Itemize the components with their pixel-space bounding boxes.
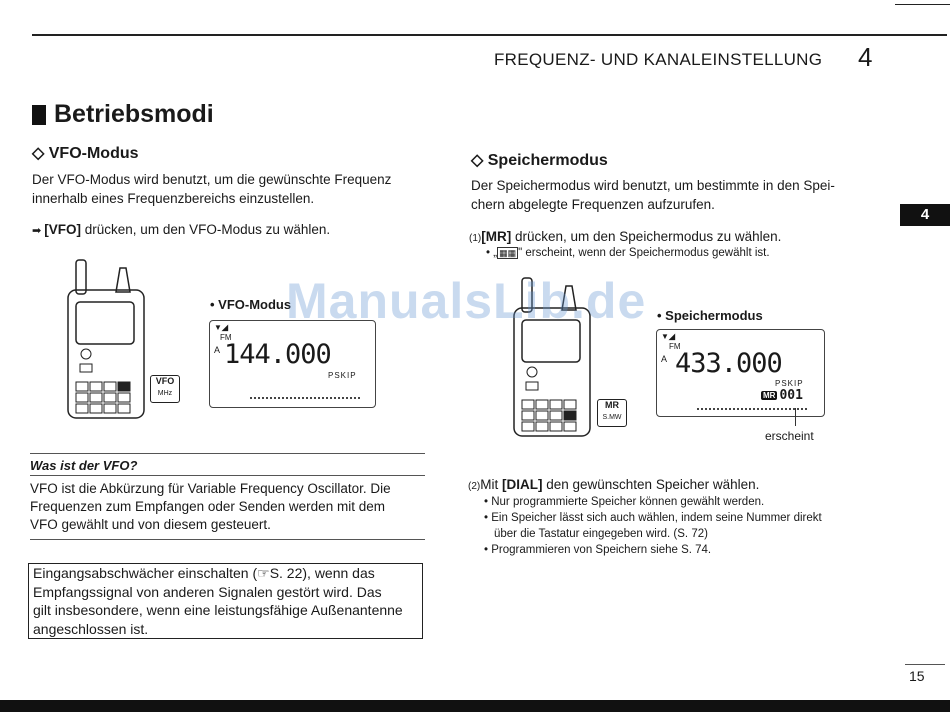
diamond-icon: ◇ <box>471 152 488 169</box>
vfo-note-text: VFO ist die Abkürzung für Variable Frequency Oscillator. Die Frequenzen zum Empfangen oder Senden werden mit dem VFO gewählt und von diesem gesteuert. <box>30 481 391 532</box>
section-header: FREQUENZ- UND KANALEINSTELLUNG <box>494 50 823 69</box>
footer-bar <box>0 700 950 712</box>
header-rule <box>32 34 947 36</box>
note-top-rule <box>30 453 425 454</box>
list-item: • Ein Speicher lässt sich auch wählen, indem seine Nummer direkt <box>484 512 822 524</box>
top-right-rule <box>895 4 950 5</box>
radio-illustration-vfo <box>62 258 152 423</box>
page-title <box>32 100 214 129</box>
vfo-intro: Der VFO-Modus wird benutzt, um die gewünschte Frequenz innerhalb eines Frequenzbereichs einzustellen. <box>32 172 392 206</box>
memory-mode-icon: ▦▦ <box>499 248 517 258</box>
memory-intro: Der Speichermodus wird benutzt, um bestimmte in den Spei- chern abgelegte Frequenzen aufzurufen. <box>471 178 835 212</box>
signal-icon: ▼◢ <box>214 323 229 332</box>
page-number: 15 <box>909 668 925 684</box>
memory-frequency: 433.000 <box>675 348 782 379</box>
watermark: ManualsLib.de <box>286 273 647 329</box>
notice-box: Eingangsabschwächer einschalten (☞S. 22), wenn das Empfangssignal von anderen Signalen gestört wird. Das gilt insbesondere, wenn eine leistungsfähige Außenantenne angeschlossen ist. <box>28 563 423 639</box>
list-item: • Programmieren von Speichern siehe S. 74. <box>484 544 712 556</box>
list-item: • Nur programmierte Speicher können gewählt werden. <box>484 496 765 508</box>
memory-channel-indicator: MR 001 <box>763 388 803 403</box>
mr-key-icon: MR S.MW <box>597 399 627 427</box>
title-square-icon <box>32 105 46 125</box>
chapter-tab[interactable]: 4 <box>900 204 950 226</box>
vfo-frequency: 144.000 <box>224 339 331 370</box>
note-bottom-rule <box>30 539 425 540</box>
s-meter <box>697 408 807 410</box>
callout-line <box>795 408 796 426</box>
memory-lcd-display: ▼◢ FM A 433.000 PSKIP MR 001 <box>656 329 825 417</box>
memory-display-label: • Speichermodus <box>657 308 763 323</box>
diamond-icon: ◇ <box>32 145 49 162</box>
vfo-note-heading: Was ist der VFO? <box>30 458 138 473</box>
vfo-display-label: • VFO-Modus <box>210 297 292 312</box>
vfo-heading: ◇ VFO-Modus <box>32 145 139 162</box>
vfo-lcd-display: ▼◢ FM A 144.000 PSKIP <box>209 320 376 408</box>
memory-step2: (2)Mit [DIAL] den gewünschten Speicher wählen. <box>468 477 760 492</box>
page-title-text: Betriebsmodi <box>54 100 214 128</box>
signal-icon: ▼◢ <box>661 332 676 341</box>
list-item: über die Tastatur eingegeben wird. (S. 72) <box>494 528 708 540</box>
arrow-icon: ➡ <box>32 225 45 237</box>
memory-step1-bullet: • „ ▦▦ " erscheint, wenn der Speichermodus gewählt ist. <box>486 247 770 259</box>
vfo-key-icon: VFO MHz <box>150 375 180 403</box>
callout-text: erscheint <box>765 429 814 443</box>
s-meter <box>250 397 360 399</box>
chapter-number: 4 <box>858 42 873 72</box>
memory-heading: ◇ Speichermodus <box>471 152 608 169</box>
note-mid-rule <box>30 475 425 476</box>
page-number-rule <box>905 664 945 665</box>
memory-step1: (1)[MR] drücken, um den Speichermodus zu wählen. <box>469 229 782 244</box>
memory-step2-bullets <box>484 494 822 558</box>
vfo-step: ➡ [VFO] drücken, um den VFO-Modus zu wählen. <box>32 222 331 237</box>
